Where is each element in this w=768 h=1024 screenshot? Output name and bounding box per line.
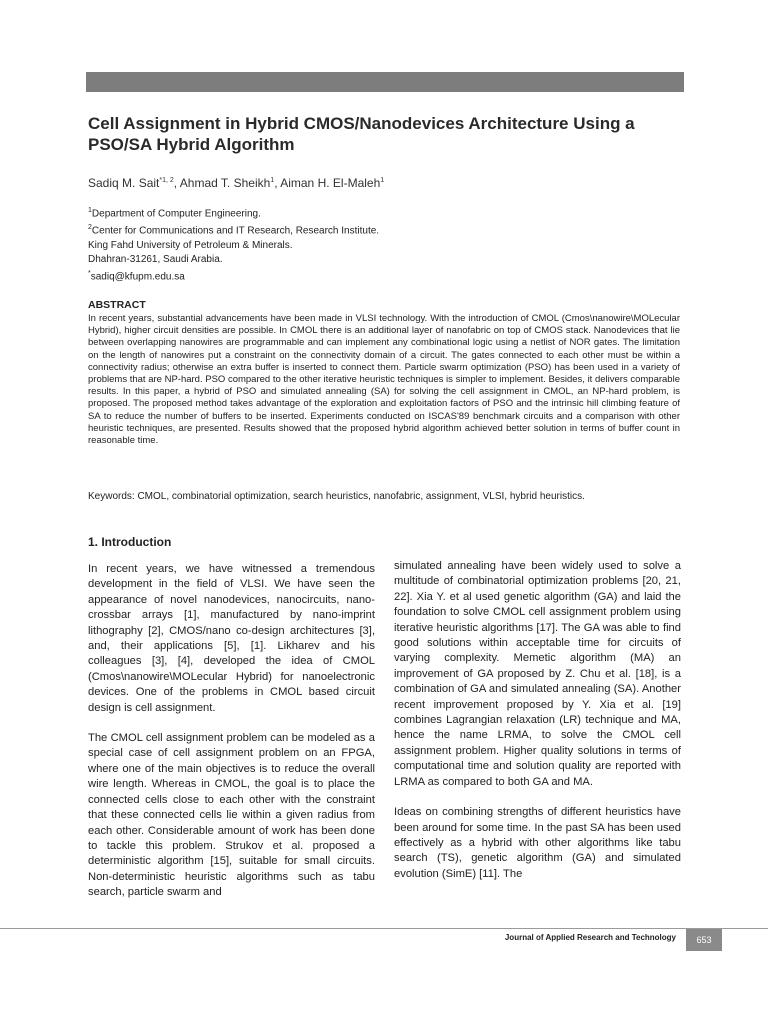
author-name: Aiman H. El-Maleh xyxy=(280,176,381,190)
header-bar xyxy=(86,72,684,92)
author-separator: , xyxy=(274,176,281,190)
paragraph: simulated annealing have been widely used to solve a multitude of combinatorial optimization problems [20, 21, 22]. Xia Y. et al used genetic algorithm (GA) and laid the foundation to solve CMOL cell assignment problem using iterative heuristic algorithms [17]. The GA was able to find good solutions within acceptable time for circuits of varying complexity. Memetic algorithm (MA) an improvement of GA proposed by Z. Chu et al. [18], is a combination of GA and simulated annealing (SA). Another recent improvement proposed by Y. Xia et al. [19] combines Lagrangian relaxation (LR) technique and MA, hence the name LRMA, to solve the CMOL cell assignment problem. Higher quality solutions in terms of computational time and solution quality are reported with LRMA as compared to both GA and MA. xyxy=(394,560,681,788)
affiliation-sup: * xyxy=(88,269,91,277)
affiliation-sup: 2 xyxy=(88,224,92,232)
paper-title: Cell Assignment in Hybrid CMOS/Nanodevices Architecture Using a PSO/SA Hybrid Algorithm xyxy=(88,114,635,154)
affiliation-line xyxy=(88,204,379,221)
page-number: 653 xyxy=(686,929,722,951)
affiliation-line: King Fahd University of Petroleum & Minerals. xyxy=(88,239,293,251)
affiliation-line xyxy=(88,267,379,284)
paragraph: In recent years, we have witnessed a tremendous development in the field of VLSI. We have seen the appearance of novel nanodevices, nanocircuits, nano-crossbar arrays [1], manufactured by nano-imprint lithography [2], CMOS/nano co-design architectures [3], and, their applications [5], [1]. Likharev and his colleagues [3], [4], developed the idea of CMOL (Cmos\nanowire\MOLecular Hybrid) for nanoelectronic devices. One of the problems in CMOL based circuit design is cell assignment. xyxy=(88,563,375,714)
author-sup: 1 xyxy=(270,177,275,184)
footer-divider xyxy=(0,928,768,929)
journal-name: Journal of Applied Research and Technology xyxy=(504,933,676,942)
author-sup: *1, 2 xyxy=(159,177,174,184)
author-sup: 1 xyxy=(380,177,385,184)
affiliation-text: Center for Communications and IT Research, Research Institute. xyxy=(91,225,380,237)
abstract-heading: ABSTRACT xyxy=(88,299,146,311)
paragraph: The CMOL cell assignment problem can be modeled as a special case of cell assignment problem on an FPGA, where one of the main objectives is to reduce the overall wire length. Whereas in CMOL, the goal is to place the connected cells close to each other with the constraint that these connected cells lie within a given radius from each other. Considerable amount of work has been done to tackle this problem. Strukov et al. proposed a deterministic algorithm [15], suitable for small circuits. Non-deterministic heuristic algorithms such as tabu search, particle swarm and xyxy=(88,732,375,899)
author-list xyxy=(88,176,384,190)
contact-email: sadiq@kfupm.edu.sa xyxy=(90,270,185,282)
affiliation-line: Dhahran-31261, Saudi Arabia. xyxy=(88,253,223,265)
affiliations xyxy=(88,204,379,284)
abstract-text: In recent years, substantial advancements have been made in VLSI technology. With the introduction of CMOL (Cmos\nanowire\MOLecular Hybrid), higher circuit densities are possible. In CMOL there is an additional layer of nanofabric on top of CMOS stack. Nanodevices that lie between overlapping nanowires are programmable and can implement any combinational logic using a netlist of NOR gates. The limitation on the length of nanowires put a constraint on the connectivity domain of a circuit. The gates connected to each other must be within a connectivity radius; otherwise an extra buffer is inserted to connect them. Particle swarm optimization (PSO) has been used in a variety of problems that are NP-hard. PSO compared to the other iterative heuristic techniques is simpler to implement. Besides, it delivers comparable results. In this paper, a hybrid of PSO and simulated annealing (SA) for solving the cell assignment in CMOL, an NP-hard problem, is proposed. The proposed method takes advantage of the exploration and exploitation factors of PSO and the intrinsic hill climbing feature of SA to reduce the number of buffers to be inserted. Experiments conducted on ISCAS'89 benchmark circuits and a comparison with other heuristic techniques, are presented. Results showed that the proposed hybrid algorithm achieved better solution in terms of buffer count in reasonable time. xyxy=(88,313,680,447)
author-separator: , xyxy=(173,176,180,190)
left-column xyxy=(88,562,375,916)
keywords: Keywords: CMOL, combinatorial optimization, search heuristics, nanofabric, assignment, VLSI, hybrid heuristics. xyxy=(88,491,585,502)
paragraph: Ideas on combining strengths of different heuristics have been around for some time. In the past SA has been used effectively as a hybrid with other algorithms like tabu search (TS), genetic algorithm (GA) and simulated evolution (SimE) [11]. The xyxy=(394,806,681,880)
right-column xyxy=(394,559,681,897)
affiliation-text: Department of Computer Engineering. xyxy=(91,208,261,220)
section-heading: 1. Introduction xyxy=(88,535,172,549)
affiliation-line xyxy=(88,221,379,238)
author-name: Sadiq M. Sait xyxy=(88,176,160,190)
author-name: Ahmad T. Sheikh xyxy=(179,176,271,190)
affiliation-sup: 1 xyxy=(88,207,92,214)
